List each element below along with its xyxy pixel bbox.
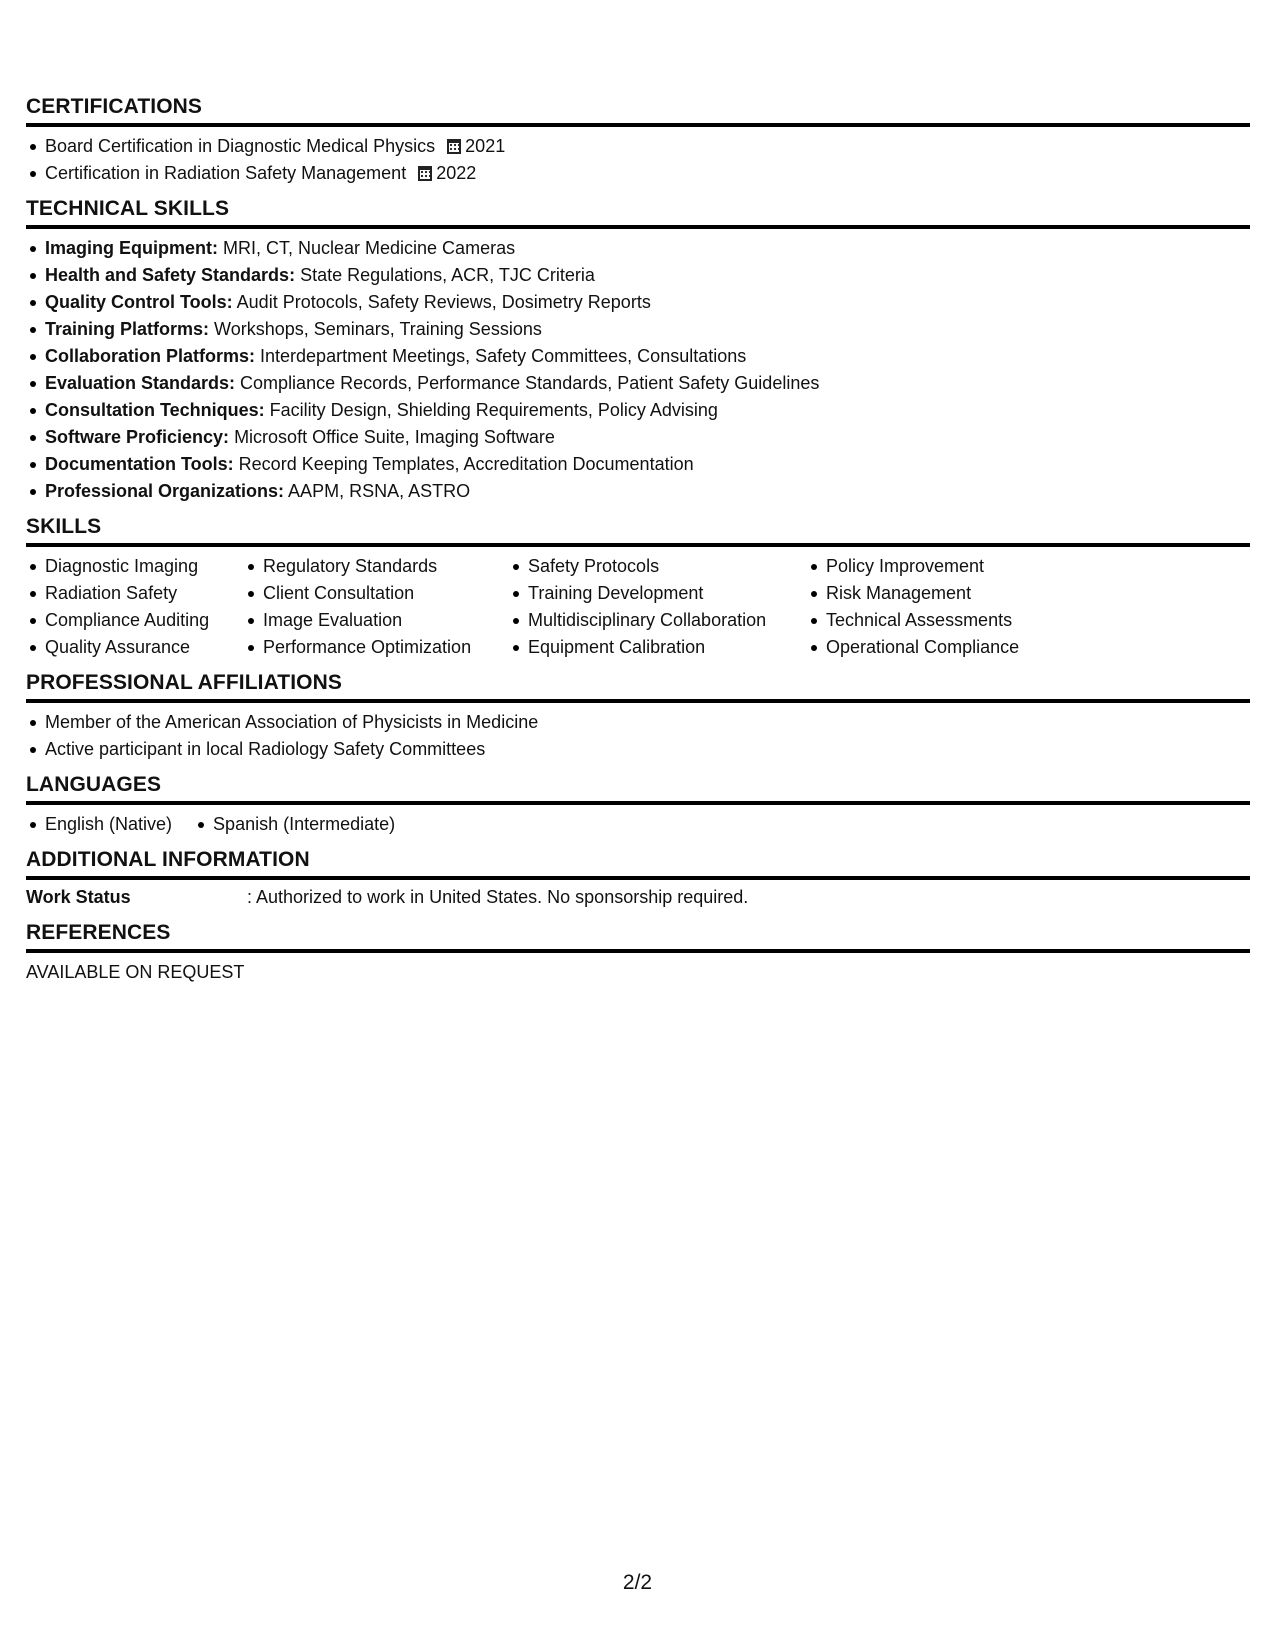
certification-date — [447, 133, 505, 160]
languages-section — [26, 773, 1250, 838]
skill-category: Quality Control Tools: — [45, 292, 233, 312]
list-item: Safety Protocols — [509, 553, 807, 580]
list-item: Compliance Auditing — [26, 607, 244, 634]
resume-page — [26, 95, 1250, 996]
technical-skills-list — [26, 235, 1250, 505]
skill-category: Collaboration Platforms: — [45, 346, 256, 366]
additional-info-section — [26, 848, 1250, 911]
list-item: Member of the American Association of Physicists in Medicine — [26, 709, 1250, 736]
list-item: Multidisciplinary Collaboration — [509, 607, 807, 634]
list-item — [26, 262, 1250, 289]
page-number: 2/2 — [622, 1571, 653, 1594]
section-title-languages: LANGUAGES — [26, 773, 1250, 805]
list-item — [26, 160, 1250, 187]
skills-section — [26, 515, 1250, 661]
list-item: Performance Optimization — [244, 634, 509, 661]
references-section — [26, 921, 1250, 986]
skill-values: Compliance Records, Performance Standards, Patient Safety Guidelines — [235, 373, 820, 393]
languages-row — [26, 811, 1250, 838]
skills-column-3 — [509, 553, 807, 661]
certification-year: 2022 — [436, 163, 477, 183]
affiliations-list — [26, 709, 1250, 763]
skill-category: Consultation Techniques: — [45, 400, 265, 420]
skill-values: Interdepartment Meetings, Safety Committees, Consultations — [255, 346, 747, 366]
work-status-value: : Authorized to work in United States. No sponsorship required. — [247, 887, 749, 907]
section-title-technical-skills: TECHNICAL SKILLS — [26, 197, 1250, 229]
list-item: Active participant in local Radiology Safety Committees — [26, 736, 1250, 763]
list-item: Regulatory Standards — [244, 553, 509, 580]
skill-category: Software Proficiency: — [45, 427, 230, 447]
list-item: Training Development — [509, 580, 807, 607]
skill-category: Health and Safety Standards: — [45, 265, 296, 285]
references-text: AVAILABLE ON REQUEST — [26, 962, 245, 982]
list-item — [26, 397, 1250, 424]
calendar-icon — [418, 166, 432, 181]
list-item: Client Consultation — [244, 580, 509, 607]
skills-column-1 — [26, 553, 244, 661]
skill-values: State Regulations, ACR, TJC Criteria — [295, 265, 595, 285]
list-item: Image Evaluation — [244, 607, 509, 634]
work-status-label: Work Status — [26, 887, 131, 907]
skill-category: Evaluation Standards: — [45, 373, 236, 393]
certification-name: Board Certification in Diagnostic Medical Physics — [45, 136, 436, 156]
certifications-list — [26, 133, 1250, 187]
list-item — [26, 289, 1250, 316]
affiliations-section — [26, 671, 1250, 763]
list-item — [26, 343, 1250, 370]
skill-values: MRI, CT, Nuclear Medicine Cameras — [218, 238, 516, 258]
calendar-icon — [447, 139, 461, 154]
section-title-affiliations: PROFESSIONAL AFFILIATIONS — [26, 671, 1250, 703]
certification-name: Certification in Radiation Safety Management — [45, 163, 407, 183]
certifications-section — [26, 95, 1250, 187]
skill-values: Record Keeping Templates, Accreditation Documentation — [233, 454, 694, 474]
section-title-certifications: CERTIFICATIONS — [26, 95, 1250, 127]
list-item: Diagnostic Imaging — [26, 553, 244, 580]
certification-year: 2021 — [465, 136, 506, 156]
list-item: Risk Management — [807, 580, 1067, 607]
list-item — [26, 316, 1250, 343]
list-item — [26, 451, 1250, 478]
language-item: Spanish (Intermediate) — [194, 811, 395, 838]
work-status-row — [26, 884, 1250, 911]
list-item: Equipment Calibration — [509, 634, 807, 661]
skill-category: Training Platforms: — [45, 319, 210, 339]
list-item: Policy Improvement — [807, 553, 1067, 580]
skill-values: AAPM, RSNA, ASTRO — [284, 481, 471, 501]
skills-columns — [26, 553, 1250, 661]
skill-category: Imaging Equipment: — [45, 238, 218, 258]
list-item — [26, 424, 1250, 451]
skill-category: Documentation Tools: — [45, 454, 234, 474]
skill-values: Workshops, Seminars, Training Sessions — [209, 319, 542, 339]
list-item: Technical Assessments — [807, 607, 1067, 634]
list-item — [26, 370, 1250, 397]
list-item — [26, 235, 1250, 262]
list-item: Radiation Safety — [26, 580, 244, 607]
certification-date — [418, 160, 476, 187]
list-item — [26, 133, 1250, 160]
section-title-references: REFERENCES — [26, 921, 1250, 953]
skill-category: Professional Organizations: — [45, 481, 285, 501]
skill-values: Audit Protocols, Safety Reviews, Dosimetry Reports — [232, 292, 651, 312]
list-item: Operational Compliance — [807, 634, 1067, 661]
skill-values: Facility Design, Shielding Requirements, Policy Advising — [264, 400, 718, 420]
skills-column-4 — [807, 553, 1067, 661]
list-item — [26, 478, 1250, 505]
languages-list — [26, 811, 417, 838]
section-title-skills: SKILLS — [26, 515, 1250, 547]
skill-values: Microsoft Office Suite, Imaging Software — [229, 427, 555, 447]
list-item: Quality Assurance — [26, 634, 244, 661]
section-title-additional-info: ADDITIONAL INFORMATION — [26, 848, 1250, 880]
language-item: English (Native) — [26, 811, 172, 838]
technical-skills-section — [26, 197, 1250, 505]
skills-column-2 — [244, 553, 509, 661]
